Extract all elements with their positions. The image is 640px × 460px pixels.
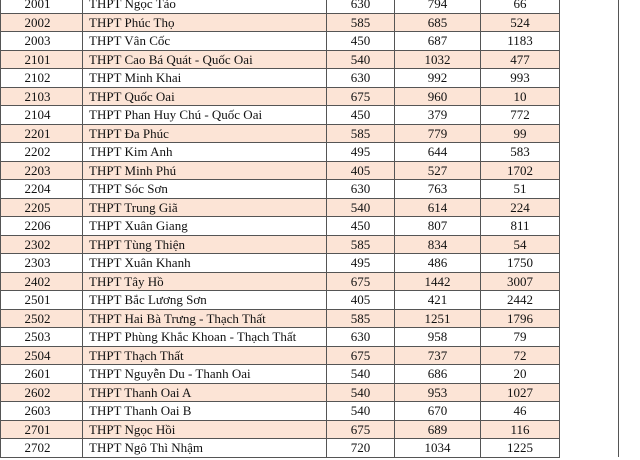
table-row — [1, 346, 640, 365]
sheet-gutter-cell — [560, 328, 619, 347]
applicants-second-choice-cell: 1027 — [481, 383, 560, 402]
sheet-gutter-cell — [560, 180, 619, 199]
sheet-gutter-cell — [560, 50, 619, 69]
school-name-cell: THPT Phúc Thọ — [83, 13, 327, 32]
sheet-edge-cell — [619, 143, 640, 162]
quota-cell: 405 — [327, 291, 395, 310]
quota-cell: 675 — [327, 87, 395, 106]
applicants-second-choice-cell: 72 — [481, 346, 560, 365]
table-row — [1, 69, 640, 88]
applicants-second-choice-cell: 1796 — [481, 309, 560, 328]
applicants-second-choice-cell: 10 — [481, 87, 560, 106]
sheet-edge-cell — [619, 217, 640, 236]
school-code-cell: 2303 — [1, 254, 83, 273]
sheet-edge-cell — [619, 254, 640, 273]
table-row — [1, 217, 640, 236]
applicants-second-choice-cell: 1702 — [481, 161, 560, 180]
school-code-cell: 2302 — [1, 235, 83, 254]
quota-cell: 495 — [327, 254, 395, 273]
school-name-cell: THPT Thạch Thất — [83, 346, 327, 365]
school-code-cell: 2601 — [1, 365, 83, 384]
sheet-edge-cell — [619, 50, 640, 69]
applicants-first-choice-cell: 763 — [395, 180, 481, 199]
quota-cell: 675 — [327, 346, 395, 365]
sheet-edge-cell — [619, 124, 640, 143]
quota-cell: 630 — [327, 0, 395, 13]
table-row — [1, 124, 640, 143]
applicants-first-choice-cell: 486 — [395, 254, 481, 273]
quota-cell: 585 — [327, 235, 395, 254]
sheet-edge-cell — [619, 13, 640, 32]
applicants-first-choice-cell: 670 — [395, 402, 481, 421]
table-row — [1, 272, 640, 291]
sheet-edge-cell — [619, 161, 640, 180]
sheet-edge-cell — [619, 87, 640, 106]
sheet-edge-cell — [619, 69, 640, 88]
table-row — [1, 328, 640, 347]
quota-cell: 675 — [327, 420, 395, 439]
quota-cell: 450 — [327, 32, 395, 51]
quota-cell: 675 — [327, 272, 395, 291]
applicants-first-choice-cell: 807 — [395, 217, 481, 236]
school-code-cell: 2701 — [1, 420, 83, 439]
applicants-first-choice-cell: 1442 — [395, 272, 481, 291]
sheet-gutter-cell — [560, 439, 619, 458]
applicants-first-choice-cell: 1032 — [395, 50, 481, 69]
applicants-first-choice-cell: 737 — [395, 346, 481, 365]
applicants-first-choice-cell: 644 — [395, 143, 481, 162]
applicants-second-choice-cell: 1750 — [481, 254, 560, 273]
quota-cell: 630 — [327, 328, 395, 347]
sheet-edge-cell — [619, 291, 640, 310]
sheet-edge-cell — [619, 383, 640, 402]
sheet-edge-cell — [619, 0, 640, 13]
applicants-first-choice-cell: 1251 — [395, 309, 481, 328]
applicants-second-choice-cell: 99 — [481, 124, 560, 143]
applicants-first-choice-cell: 834 — [395, 235, 481, 254]
applicants-first-choice-cell: 779 — [395, 124, 481, 143]
sheet-gutter-cell — [560, 106, 619, 125]
school-code-cell: 2001 — [1, 0, 83, 13]
sheet-edge-cell — [619, 402, 640, 421]
school-code-cell: 2203 — [1, 161, 83, 180]
sheet-gutter-cell — [560, 272, 619, 291]
quota-cell: 720 — [327, 439, 395, 458]
applicants-second-choice-cell: 79 — [481, 328, 560, 347]
school-code-cell: 2502 — [1, 309, 83, 328]
table-row — [1, 235, 640, 254]
school-code-cell: 2202 — [1, 143, 83, 162]
sheet-edge-cell — [619, 309, 640, 328]
sheet-gutter-cell — [560, 161, 619, 180]
school-code-cell: 2204 — [1, 180, 83, 199]
sheet-gutter-cell — [560, 346, 619, 365]
school-code-cell: 2002 — [1, 13, 83, 32]
school-code-cell: 2602 — [1, 383, 83, 402]
applicants-second-choice-cell: 3007 — [481, 272, 560, 291]
table-row — [1, 420, 640, 439]
table-row — [1, 402, 640, 421]
school-code-cell: 2102 — [1, 69, 83, 88]
school-name-cell: THPT Cao Bá Quát - Quốc Oai — [83, 50, 327, 69]
school-name-cell: THPT Ngọc Tảo — [83, 0, 327, 13]
sheet-edge-cell — [619, 365, 640, 384]
table-row — [1, 365, 640, 384]
school-name-cell: THPT Thanh Oai A — [83, 383, 327, 402]
quota-cell: 495 — [327, 143, 395, 162]
school-name-cell: THPT Tùng Thiện — [83, 235, 327, 254]
applicants-second-choice-cell: 1225 — [481, 439, 560, 458]
sheet-edge-cell — [619, 346, 640, 365]
sheet-gutter-cell — [560, 420, 619, 439]
school-name-cell: THPT Ngô Thì Nhậm — [83, 439, 327, 458]
school-code-cell: 2504 — [1, 346, 83, 365]
sheet-gutter-cell — [560, 0, 619, 13]
quota-cell: 540 — [327, 50, 395, 69]
sheet-gutter-cell — [560, 254, 619, 273]
applicants-second-choice-cell: 524 — [481, 13, 560, 32]
applicants-second-choice-cell: 583 — [481, 143, 560, 162]
table-row — [1, 87, 640, 106]
applicants-first-choice-cell: 379 — [395, 106, 481, 125]
applicants-second-choice-cell: 66 — [481, 0, 560, 13]
sheet-gutter-cell — [560, 198, 619, 217]
school-code-cell: 2201 — [1, 124, 83, 143]
table-row — [1, 309, 640, 328]
sheet-edge-cell — [619, 328, 640, 347]
quota-cell: 585 — [327, 13, 395, 32]
school-code-cell: 2103 — [1, 87, 83, 106]
school-code-cell: 2206 — [1, 217, 83, 236]
school-name-cell: THPT Phan Huy Chú - Quốc Oai — [83, 106, 327, 125]
table-row — [1, 439, 640, 458]
quota-cell: 405 — [327, 161, 395, 180]
school-name-cell: THPT Sóc Sơn — [83, 180, 327, 199]
school-name-cell: THPT Trung Giã — [83, 198, 327, 217]
school-code-cell: 2501 — [1, 291, 83, 310]
applicants-second-choice-cell: 1183 — [481, 32, 560, 51]
applicants-first-choice-cell: 614 — [395, 198, 481, 217]
school-name-cell: THPT Hai Bà Trưng - Thạch Thất — [83, 309, 327, 328]
applicants-second-choice-cell: 20 — [481, 365, 560, 384]
quota-cell: 450 — [327, 106, 395, 125]
sheet-edge-cell — [619, 420, 640, 439]
sheet-edge-cell — [619, 439, 640, 458]
school-name-cell: THPT Minh Khai — [83, 69, 327, 88]
applicants-second-choice-cell: 224 — [481, 198, 560, 217]
school-name-cell: THPT Quốc Oai — [83, 87, 327, 106]
school-name-cell: THPT Kim Anh — [83, 143, 327, 162]
sheet-gutter-cell — [560, 87, 619, 106]
sheet-gutter-cell — [560, 402, 619, 421]
table-row — [1, 32, 640, 51]
school-name-cell: THPT Tây Hồ — [83, 272, 327, 291]
table-row — [1, 143, 640, 162]
quota-cell: 630 — [327, 180, 395, 199]
applicants-second-choice-cell: 993 — [481, 69, 560, 88]
school-code-cell: 2702 — [1, 439, 83, 458]
school-code-cell: 2101 — [1, 50, 83, 69]
quota-cell: 630 — [327, 69, 395, 88]
sheet-gutter-cell — [560, 124, 619, 143]
school-name-cell: THPT Vân Cốc — [83, 32, 327, 51]
applicants-second-choice-cell: 116 — [481, 420, 560, 439]
sheet-edge-cell — [619, 198, 640, 217]
school-name-cell: THPT Minh Phú — [83, 161, 327, 180]
applicants-second-choice-cell: 477 — [481, 50, 560, 69]
applicants-first-choice-cell: 687 — [395, 32, 481, 51]
table-row — [1, 161, 640, 180]
school-code-cell: 2104 — [1, 106, 83, 125]
sheet-edge-cell — [619, 32, 640, 51]
sheet-edge-cell — [619, 180, 640, 199]
applicants-second-choice-cell: 51 — [481, 180, 560, 199]
table-row — [1, 0, 640, 13]
table-row — [1, 383, 640, 402]
quota-cell: 585 — [327, 309, 395, 328]
table-row — [1, 291, 640, 310]
school-code-cell: 2503 — [1, 328, 83, 347]
applicants-first-choice-cell: 527 — [395, 161, 481, 180]
applicants-first-choice-cell: 794 — [395, 0, 481, 13]
sheet-gutter-cell — [560, 383, 619, 402]
quota-cell: 540 — [327, 198, 395, 217]
applicants-first-choice-cell: 689 — [395, 420, 481, 439]
school-code-cell: 2603 — [1, 402, 83, 421]
sheet-gutter-cell — [560, 69, 619, 88]
quota-cell: 540 — [327, 402, 395, 421]
quota-cell: 540 — [327, 383, 395, 402]
sheet-edge-cell — [619, 235, 640, 254]
applicants-first-choice-cell: 992 — [395, 69, 481, 88]
table-row — [1, 13, 640, 32]
applicants-first-choice-cell: 421 — [395, 291, 481, 310]
table-row — [1, 198, 640, 217]
applicants-first-choice-cell: 953 — [395, 383, 481, 402]
school-name-cell: THPT Bắc Lương Sơn — [83, 291, 327, 310]
applicants-first-choice-cell: 685 — [395, 13, 481, 32]
table-row — [1, 254, 640, 273]
quota-cell: 585 — [327, 124, 395, 143]
school-code-cell: 2402 — [1, 272, 83, 291]
sheet-edge-cell — [619, 106, 640, 125]
table-row — [1, 106, 640, 125]
school-name-cell: THPT Nguyễn Du - Thanh Oai — [83, 365, 327, 384]
sheet-gutter-cell — [560, 309, 619, 328]
applicants-second-choice-cell: 2442 — [481, 291, 560, 310]
school-name-cell: THPT Đa Phúc — [83, 124, 327, 143]
school-name-cell: THPT Xuân Khanh — [83, 254, 327, 273]
school-name-cell: THPT Xuân Giang — [83, 217, 327, 236]
quota-cell: 450 — [327, 217, 395, 236]
applicants-second-choice-cell: 46 — [481, 402, 560, 421]
applicants-first-choice-cell: 960 — [395, 87, 481, 106]
sheet-gutter-cell — [560, 291, 619, 310]
table-row — [1, 180, 640, 199]
applicants-second-choice-cell: 54 — [481, 235, 560, 254]
table-row — [1, 50, 640, 69]
school-name-cell: THPT Thanh Oai B — [83, 402, 327, 421]
applicants-first-choice-cell: 958 — [395, 328, 481, 347]
sheet-gutter-cell — [560, 217, 619, 236]
applicants-second-choice-cell: 772 — [481, 106, 560, 125]
applicants-first-choice-cell: 1034 — [395, 439, 481, 458]
school-code-cell: 2003 — [1, 32, 83, 51]
sheet-gutter-cell — [560, 235, 619, 254]
sheet-gutter-cell — [560, 32, 619, 51]
sheet-gutter-cell — [560, 13, 619, 32]
school-name-cell: THPT Phùng Khắc Khoan - Thạch Thất — [83, 328, 327, 347]
applicants-first-choice-cell: 686 — [395, 365, 481, 384]
school-code-cell: 2205 — [1, 198, 83, 217]
sheet-gutter-cell — [560, 365, 619, 384]
school-name-cell: THPT Ngọc Hồi — [83, 420, 327, 439]
applicants-second-choice-cell: 811 — [481, 217, 560, 236]
quota-cell: 540 — [327, 365, 395, 384]
sheet-gutter-cell — [560, 143, 619, 162]
sheet-edge-cell — [619, 272, 640, 291]
